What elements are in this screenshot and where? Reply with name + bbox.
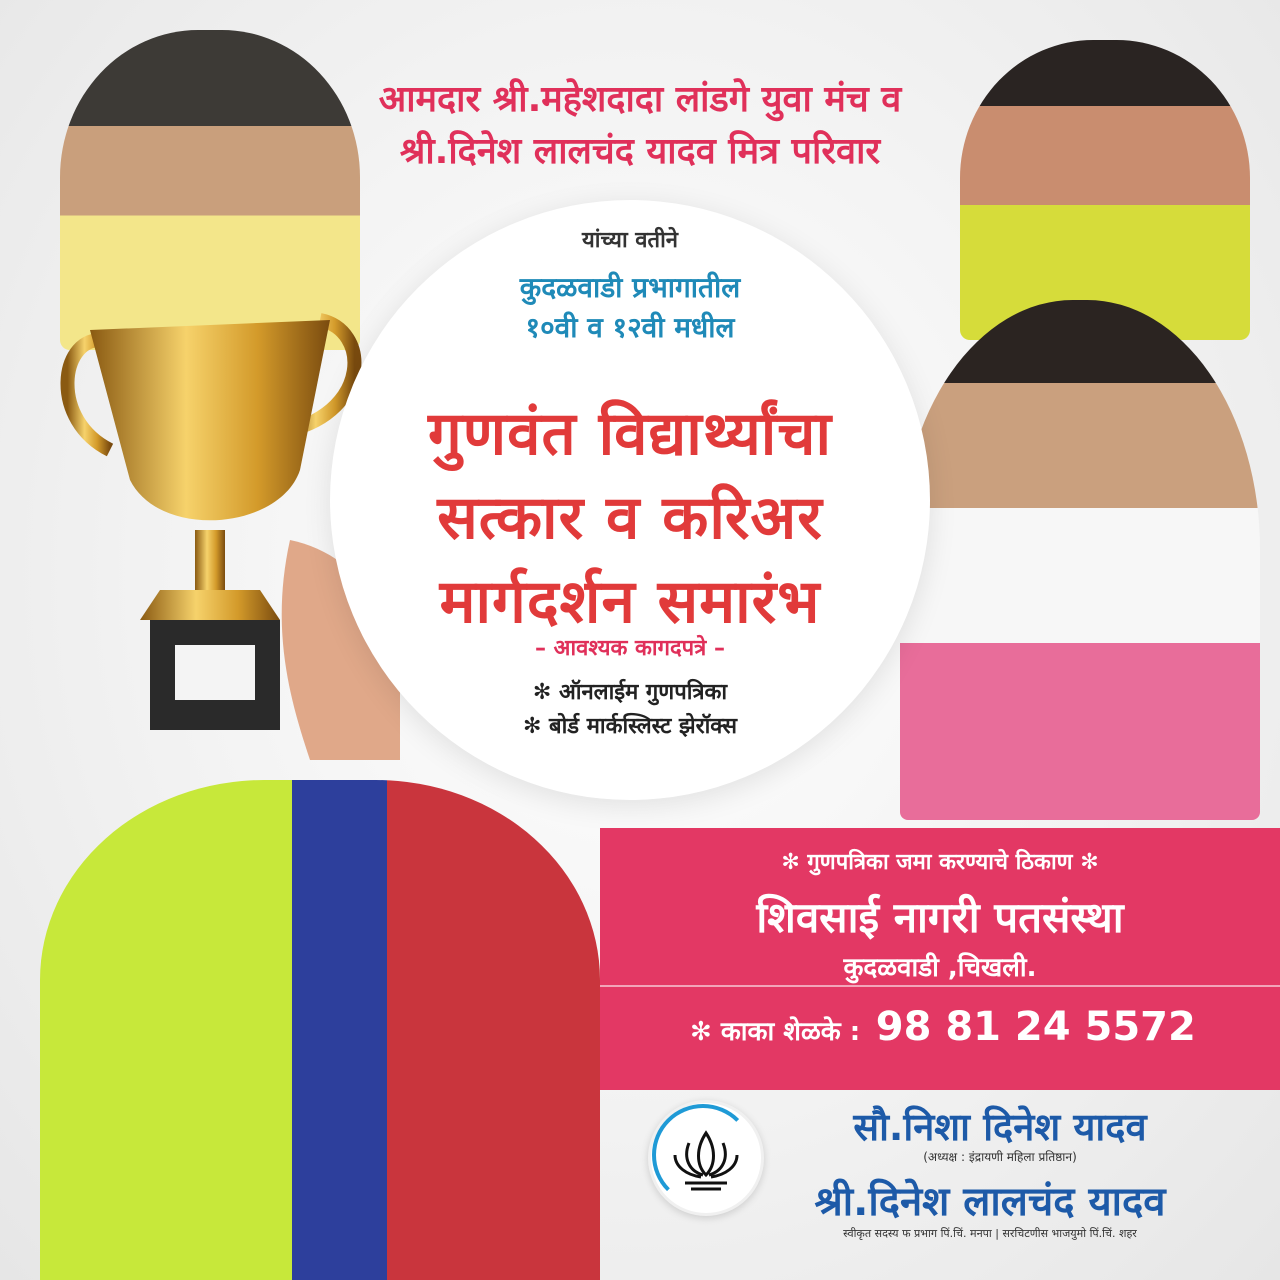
woman-portrait-image [960, 40, 1250, 340]
area-line-1: कुदळवाडी प्रभागातील [519, 271, 741, 304]
panel-divider [600, 985, 1280, 987]
area-line-2: १०वी व १२वी मधील [525, 311, 735, 344]
contact-label: ✻ काका शेळके : [690, 1017, 861, 1047]
header-line-1: आमदार श्री.महेशदादा लांडगे युवा मंच व [378, 79, 902, 120]
header [300, 74, 980, 178]
institution-location: कुदळवाडी ,चिखली. [843, 953, 1037, 983]
title-line-1: गुणवंत विद्यार्थ्यांचा [428, 399, 832, 469]
institution-name: शिवसाई नागरी पतसंस्था [756, 893, 1124, 942]
documents-heading: – आवश्यक कागदपत्रे – [534, 636, 725, 661]
submission-heading: ✻ गुणपत्रिका जमा करण्याचे ठिकाण ✻ [781, 850, 1099, 875]
document-item-2: ✻ बोर्ड मार्कस्लिस्ट झेरॉक्स [522, 714, 738, 739]
organizer-by-line: यांच्या वतीने [582, 228, 678, 253]
documents-list [330, 676, 930, 744]
contact-number: 98 81 24 5572 [875, 1004, 1196, 1050]
couple-portrait-image [40, 780, 600, 1280]
footer-name-1: सौ.निशा दिनेश यादव [853, 1105, 1147, 1149]
document-item-1: ✻ ऑनलाईम गुणपत्रिका [532, 680, 728, 705]
contact-line [690, 1004, 1270, 1050]
area-text [330, 268, 930, 348]
header-line-2: श्री.दिनेश लालचंद यादव मित्र परिवार [399, 131, 881, 172]
title-line-3: मार्गदर्शन समारंभ [439, 567, 821, 637]
logo-ring [652, 1104, 754, 1206]
footer-name-2: श्री.दिनेश लालचंद यादव [814, 1179, 1166, 1225]
footer-name-1-designation: (अध्यक्ष : इंद्रायणी महिला प्रतिष्ठान) [923, 1150, 1077, 1164]
title-line-2: सत्कार व करिअर [437, 483, 823, 553]
student-girl-image [900, 300, 1260, 820]
event-title [330, 392, 930, 644]
footer-name-2-designation: स्वीकृत सदस्य फ प्रभाग पिं.चिं. मनपा | सरचिटणीस भाजयुमो पिं.चिं. शहर [843, 1227, 1137, 1240]
